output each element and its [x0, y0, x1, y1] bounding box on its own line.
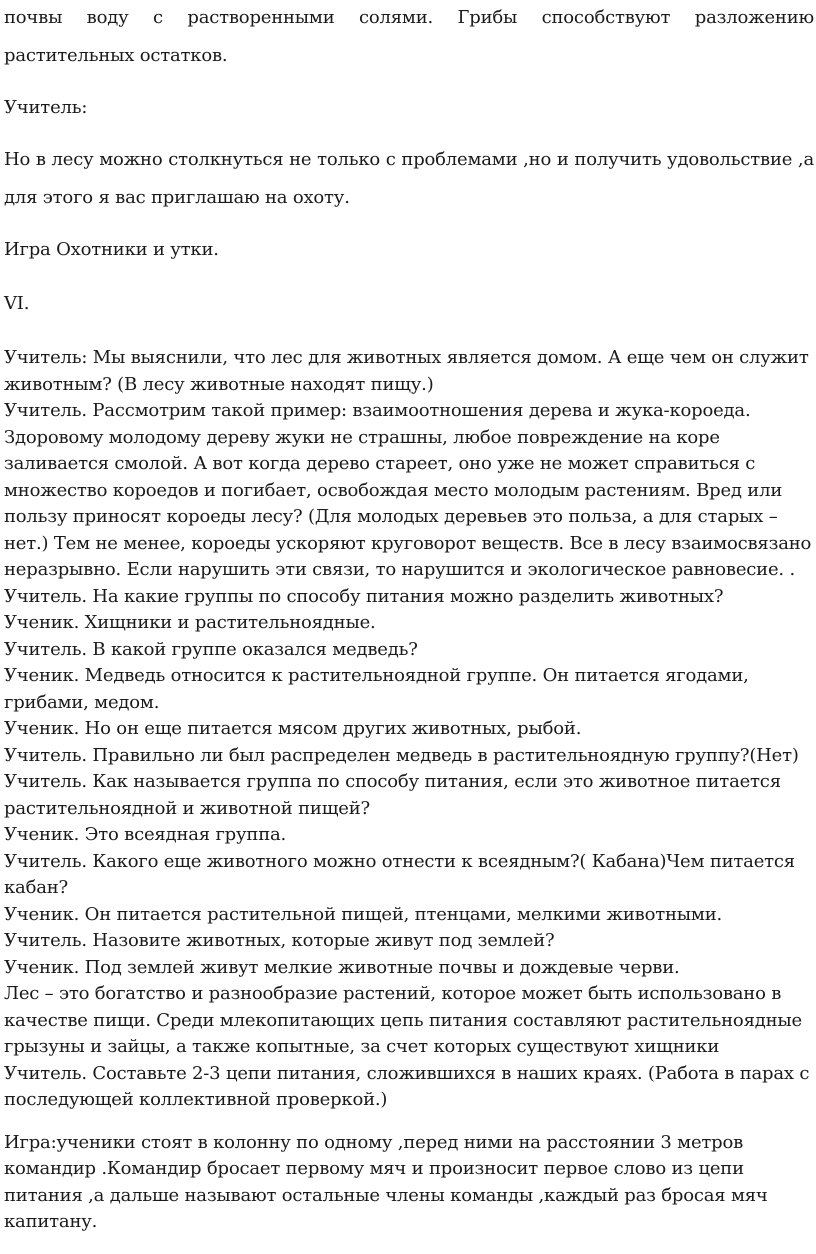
lesson-line: Ученик. Он питается растительной пищей, птенцами, мелкими животными. — [4, 903, 723, 925]
lesson-line: Учитель. Составьте 2-3 цепи питания, сложившихся в наших краях. (Работа в парах с последующей коллективной проверкой.) — [4, 1062, 810, 1110]
lesson-line: Учитель. Рассмотрим такой пример: взаимоотношения дерева и жука-короеда. Здоровому молодому дереву жуки не страшны, любое повреждение на коре заливается смолой. А вот когда дерево стареет, оно уже не может справиться с множество короедов и погибает, освобождая место молодым растениям. Вред или пользу приносят короеды лесу? (Для молодых деревьев это польза, а для старых – нет.) Тем не менее, короеды ускоряют круговорот веществ. Все в лесу взаимосвязано неразрывно. Если нарушить эти связи, то нарушится и экологическое равновесие. . — [4, 400, 812, 580]
lesson-line: Учитель. Назовите животных, которые живут под землей? — [4, 930, 555, 951]
lesson-line: Ученик. Хищники и растительноядные. — [4, 612, 376, 633]
game-title: Игра Охотники и утки. — [4, 239, 219, 260]
lesson-line: Учитель: Мы выяснили, что лес для животных является домом. А еще чем он служит животным? (В лесу животные находят пищу.) — [4, 347, 809, 395]
section-number: VI. — [4, 293, 30, 314]
lesson-line: Учитель. Какого еще животного можно отнести к всеядным?( Кабана)Чем питается кабан? — [4, 850, 795, 898]
lesson-dialogue — [4, 345, 814, 1114]
lesson-line: Ученик. Это всеядная группа. — [4, 824, 287, 845]
lesson-line: Учитель. На какие группы по способу питания можно разделить животных? — [4, 585, 724, 607]
game-rules-paragraph: Игра:ученики стоят в колонну по одному ,перед ними на расстоянии 3 метров командир .Командир бросает первому мяч и произносит первое слово из цепи питания ,а дальше называют остальные члены команды ,каждый раз бросая мяч капитану. — [4, 1131, 768, 1232]
lesson-line: Учитель. В какой группе оказался медведь? — [4, 638, 418, 660]
document-page — [4, 0, 814, 1254]
paragraph-fungi: почвы воду с растворенными солями. Грибы способствуют разложению растительных остатков. — [4, 7, 814, 66]
lesson-line: Ученик. Под землей живут мелкие животные почвы и дождевые черви. — [4, 956, 680, 978]
teacher-invitation: Но в лесу можно столкнуться не только с проблемами ,но и получить удовольствие ,а для этого я вас приглашаю на охоту. — [4, 149, 814, 208]
lesson-line: Учитель. Правильно ли был распределен медведь в растительноядную группу?(Нет) — [4, 744, 799, 766]
lesson-line: Учитель. Как называется группа по способу питания, если это животное питается растительноядной и животной пищей? — [4, 771, 781, 819]
teacher-label: Учитель: — [4, 97, 88, 118]
lesson-line: Лес – это богатство и разнообразие растений, которое может быть использовано в качестве пищи. Среди млекопитающих цепь питания составляют растительноядные грызуны и зайцы, а также копытные, за счет которых существуют хищники — [4, 983, 802, 1057]
lesson-line: Ученик. Медведь относится к растительноядной группе. Он питается ягодами, грибами, медом. — [4, 665, 749, 713]
lesson-line: Ученик. Но он еще питается мясом других животных, рыбой. — [4, 718, 582, 739]
